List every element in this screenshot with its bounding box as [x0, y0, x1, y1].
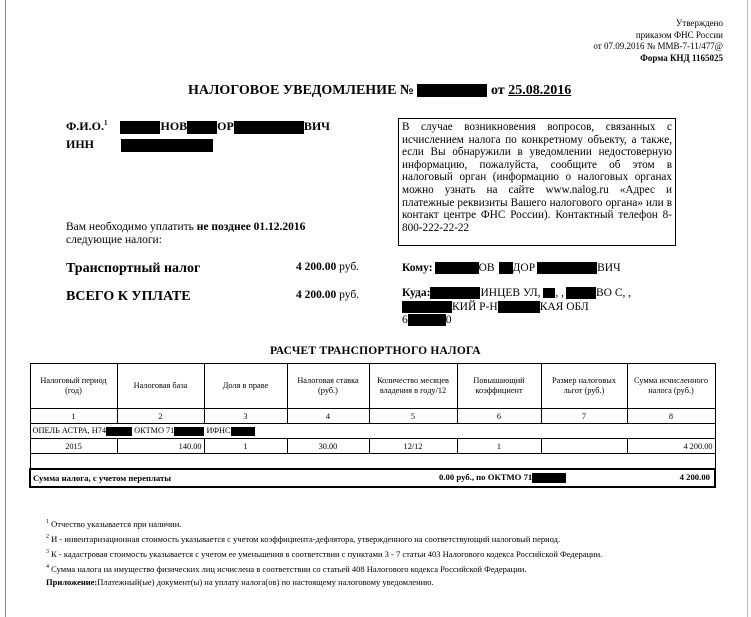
- fio-part: ОР: [217, 119, 234, 133]
- vehicle-label: ОПЕЛЬ АСТРА, Н74: [32, 426, 107, 436]
- redacted-recipient: [435, 262, 479, 274]
- payment-instruction: [66, 221, 305, 247]
- redacted-oktmo: [532, 473, 566, 483]
- notice-date-prefix: от: [490, 83, 505, 98]
- page-left-edge: [5, 0, 6, 617]
- sum-row: [30, 469, 715, 487]
- appendix-label: Приложение:: [46, 577, 98, 588]
- address-line: [402, 314, 452, 326]
- cell-rate: 30.00: [287, 439, 369, 454]
- amount-value: 4 200.00: [296, 289, 337, 301]
- recipient-label: Кому:: [402, 262, 433, 274]
- footnote-text: Отчество указывается при наличии.: [51, 518, 182, 529]
- appendix-text: Платежный(ые) документ(ы) на уплату налога(ов) по настоящему налоговому уведомлению.: [97, 577, 434, 588]
- payment-text: следующие налоги:: [66, 234, 162, 246]
- redacted-name: [234, 121, 304, 134]
- address-part: ИНЦЕВ УЛ,: [480, 287, 541, 299]
- redacted-recipient: [537, 262, 597, 274]
- contact-info-box: В случае возникновения вопросов, связанных с исчислением налога по конкретному объекту, а также, если Вы обнаружили в уведомлении недостоверную информацию, пожалуйста, сообщите об этом в налоговый орган (информацию о налоговых органах можно узнать на сайте www.nalog.ru «Адрес и платежные реквизиты Вашего налогового органа» или в контакт центре ФНС России). Контактный телефон 8-800-222-22-22: [398, 118, 676, 246]
- table-header-cell: Повышающий коэффициент: [457, 364, 541, 409]
- redacted-recipient: [499, 262, 513, 274]
- transport-tax-label: Транспортный налог: [66, 261, 201, 276]
- address-part: 0: [445, 314, 452, 326]
- notice-title-prefix: НАЛОГОВОЕ УВЕДОМЛЕНИЕ №: [188, 83, 414, 98]
- cell-tax-amount: 4 200.00: [627, 439, 715, 454]
- fio-part: НОВ: [160, 119, 188, 133]
- amount-value: 4 200.00: [296, 261, 337, 273]
- footnote: [46, 546, 602, 561]
- column-number: 2: [117, 409, 204, 424]
- redacted-address: [498, 301, 540, 313]
- footnote-mark: 2: [46, 534, 49, 541]
- notice-date: 25.08.2016: [508, 83, 572, 98]
- footnote-mark: 3: [46, 549, 49, 556]
- footnote: [46, 531, 602, 546]
- spacer-cell: [30, 454, 715, 470]
- cell-benefits: [541, 439, 627, 454]
- column-number: 5: [369, 409, 457, 424]
- table-row: [30, 439, 715, 454]
- approval-block: [463, 18, 723, 64]
- total-label: ВСЕГО К УПЛАТЕ: [66, 289, 191, 304]
- redacted-address: [566, 287, 596, 299]
- redacted-plate: [106, 427, 132, 436]
- table-header-cell: Налоговая ставка (руб.): [287, 364, 369, 409]
- inn-row: [66, 137, 213, 152]
- footnote-text: И - инвентаризационная стоимость указывается с учетом коэффициента-дефлятора, утвержденного на соответствующий налоговый период.: [51, 533, 561, 544]
- column-number: 3: [204, 409, 287, 424]
- oktmo-label: ОКТМО 71: [134, 426, 175, 436]
- address-part: 6: [402, 314, 408, 326]
- approval-line: приказом ФНС России: [635, 29, 723, 40]
- cell-period: 2015: [30, 439, 117, 454]
- fio-footnote-mark: 1: [103, 119, 108, 127]
- ifns-label: ИФНС: [206, 426, 231, 436]
- table-header-cell: Доля в праве: [204, 364, 287, 409]
- recipient-part: ДОР: [512, 262, 536, 274]
- address-line: [402, 287, 631, 299]
- appendix: [46, 576, 602, 589]
- footnote-mark: 4: [46, 564, 49, 571]
- redacted-postcode: [408, 314, 446, 326]
- column-number: 6: [457, 409, 541, 424]
- footnote: [46, 516, 602, 531]
- address-part: КИЙ Р-Н: [452, 301, 498, 313]
- table-header-cell: Налоговый период (год): [30, 364, 117, 409]
- address-part: КАЯ ОБЛ: [539, 301, 589, 313]
- notice-title: [188, 83, 571, 99]
- payment-text: Вам необходимо уплатить: [66, 221, 194, 233]
- redacted-address: [543, 288, 555, 298]
- total-amount: [296, 289, 359, 301]
- sum-label: Сумма налога, с учетом переплаты: [33, 473, 171, 483]
- redacted-name: [187, 121, 217, 134]
- recipient-part: ВИЧ: [597, 262, 621, 274]
- redacted-inn: [121, 139, 213, 152]
- column-number: 8: [627, 409, 715, 424]
- calc-table: [29, 363, 716, 488]
- footnote: [46, 561, 602, 576]
- currency: руб.: [339, 289, 360, 301]
- sum-cell: [30, 469, 715, 487]
- approval-line: от 07.09.2016 № ММВ-7-11/477@: [593, 41, 723, 51]
- table-number-row: [30, 409, 715, 424]
- redacted-ifns: [231, 427, 255, 436]
- redacted-address: [430, 287, 480, 299]
- redacted-address: [402, 301, 452, 313]
- fio-row: [66, 119, 330, 134]
- cell-base: 140.00: [117, 439, 204, 454]
- currency: руб.: [339, 261, 360, 273]
- footnote-mark: 1: [46, 519, 49, 525]
- vehicle-row: [30, 424, 715, 439]
- address-line: [402, 301, 589, 313]
- table-header-cell: Сумма исчисленного налога (руб.): [627, 364, 715, 409]
- cell-months: 12/12: [369, 439, 457, 454]
- table-header-cell: Количество месяцев владения в году/12: [369, 364, 457, 409]
- fio-part: ВИЧ: [303, 119, 330, 133]
- address-part: , ,: [555, 287, 564, 299]
- inn-label: ИНН: [66, 137, 95, 151]
- address-part: ВО С, ,: [596, 287, 632, 299]
- table-header-row: [30, 364, 715, 409]
- payment-deadline: не позднее 01.12.2016: [196, 221, 306, 233]
- column-number: 7: [541, 409, 627, 424]
- footnote-text: К - кадастровая стоимость указывается с учетом ее уменьшения в соответствии с пунктами 3 - 7 статьи 403 Налогового кодекса Российской Федерации.: [51, 548, 603, 559]
- sum-total: 4 200.00: [679, 472, 710, 482]
- table-header-cell: Налоговая база: [117, 364, 204, 409]
- sum-overpay: [439, 472, 566, 483]
- recipient-part: ОВ: [478, 262, 495, 274]
- page-right-edge: [747, 0, 748, 617]
- form-code: Форма КНД 1165025: [640, 52, 723, 63]
- transport-tax-amount: [296, 261, 359, 273]
- address-label: Куда:: [402, 287, 431, 299]
- recipient-row: [402, 262, 621, 274]
- sum-overpay-text: 0.00 руб., по ОКТМО 71: [439, 472, 533, 482]
- cell-share: 1: [204, 439, 287, 454]
- column-number: 1: [30, 409, 117, 424]
- table-header-cell: Размер налоговых льгот (руб.): [541, 364, 627, 409]
- fio-label: Ф.И.О.: [66, 119, 104, 133]
- vehicle-cell: [30, 424, 715, 439]
- footnote-text: Сумма налога на имущество физических лиц исчислена в соответствии со статьей 408 Налогового кодекса Российской Федерации.: [51, 563, 527, 574]
- footnotes: [46, 516, 602, 589]
- redacted-name: [120, 121, 160, 134]
- column-number: 4: [287, 409, 369, 424]
- approval-line: Утверждено: [675, 18, 723, 28]
- cell-coefficient: 1: [457, 439, 541, 454]
- redacted-oktmo: [174, 427, 204, 436]
- redacted-number: [417, 84, 487, 97]
- spacer-row: [30, 454, 715, 470]
- calc-title: РАСЧЕТ ТРАНСПОРТНОГО НАЛОГА: [270, 345, 481, 357]
